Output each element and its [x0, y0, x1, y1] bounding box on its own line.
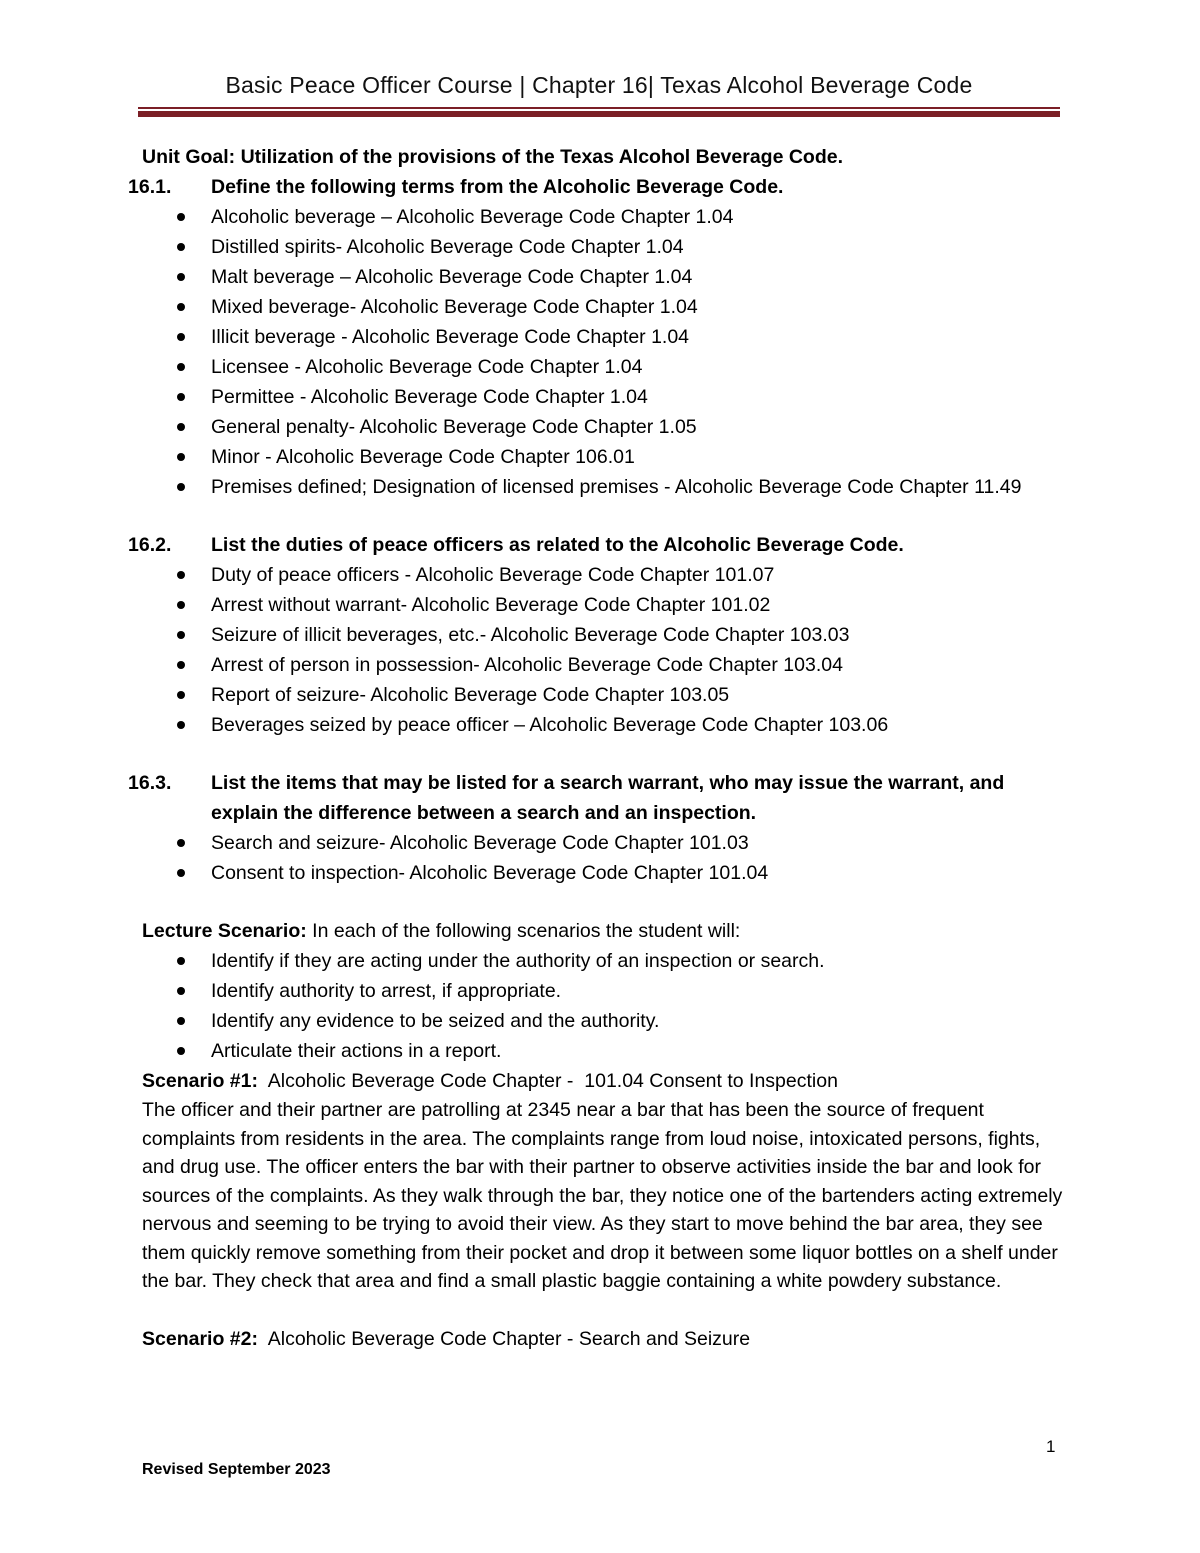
list-item: Premises defined; Designation of licensed premises - Alcoholic Beverage Code Chapter 11.49	[211, 472, 1068, 502]
bullet-icon	[177, 661, 185, 669]
objective-number: 16.1.	[128, 176, 172, 198]
list-item: Alcoholic beverage – Alcoholic Beverage Code Chapter 1.04	[211, 202, 1068, 232]
bullet-icon	[177, 483, 185, 491]
objective-text: Define the following terms from the Alcoholic Beverage Code.	[211, 176, 784, 198]
header-rule-thick	[138, 111, 1060, 117]
list-item: Identify any evidence to be seized and the authority.	[211, 1006, 1068, 1036]
scenario-1-title	[128, 1066, 1068, 1096]
list-item: Seizure of illicit beverages, etc.- Alcoholic Beverage Code Chapter 103.03	[211, 620, 1068, 650]
list-item: Minor - Alcoholic Beverage Code Chapter 106.01	[211, 442, 1068, 472]
bullet-icon	[177, 273, 185, 281]
scenario-label: Scenario #2:	[142, 1327, 258, 1350]
scenario-2-title	[128, 1324, 1068, 1354]
list-item: Report of seizure- Alcoholic Beverage Code Chapter 103.05	[211, 680, 1068, 710]
scenario-label: Scenario #1:	[142, 1070, 258, 1092]
page-header: Basic Peace Officer Course | Chapter 16| Texas Alcohol Beverage Code	[225, 72, 973, 98]
list-item: Arrest without warrant- Alcoholic Beverage Code Chapter 101.02	[211, 590, 1068, 620]
bullet-icon	[177, 987, 185, 995]
objective-number: 16.3.	[128, 772, 172, 794]
bullet-icon	[177, 213, 185, 221]
header-rule-thin	[138, 107, 1060, 109]
page-number: 1	[1046, 1437, 1056, 1456]
objective-16-1	[128, 172, 1068, 202]
unit-goal: Unit Goal: Utilization of the provisions of the Texas Alcohol Beverage Code.	[142, 146, 844, 168]
bullet-icon	[177, 363, 185, 371]
list-item: Permittee - Alcoholic Beverage Code Chapter 1.04	[211, 382, 1068, 412]
bullet-icon	[177, 303, 185, 311]
list-item: Beverages seized by peace officer – Alcoholic Beverage Code Chapter 103.06	[211, 710, 1068, 740]
scenario-heading: Alcoholic Beverage Code Chapter - Search and Seizure	[257, 1327, 751, 1350]
bullet-icon	[177, 601, 185, 609]
list-item: Search and seizure- Alcoholic Beverage Code Chapter 101.03	[211, 828, 1068, 858]
bullet-icon	[177, 423, 185, 431]
bullet-icon	[177, 333, 185, 341]
list-item: Arrest of person in possession- Alcoholic Beverage Code Chapter 103.04	[211, 650, 1068, 680]
footer-revision: Revised September 2023	[142, 1461, 331, 1478]
bullet-icon	[177, 1047, 185, 1055]
list-item: Malt beverage – Alcoholic Beverage Code Chapter 1.04	[211, 262, 1068, 292]
bullet-icon	[177, 721, 185, 729]
scenario-1-text: The officer and their partner are patrolling at 2345 near a bar that has been the source of frequent complaints from residents in the area. The complaints range from loud noise, intoxicated persons, fights, and drug use. The officer enters the bar with their partner to observe activities inside the bar and look for sources of the complaints. As they walk through the bar, they notice one of the bartenders acting extremely nervous and seeming to be trying to avoid their view. As they start to move behind the bar area, they see them quickly remove something from their pocket and drop it between some liquor bottles on a shelf under the bar. They check that area and find a small plastic baggie containing a white powdery substance.	[142, 1099, 1063, 1292]
list-item: Identify authority to arrest, if appropriate.	[211, 976, 1068, 1006]
bullet-icon	[177, 393, 185, 401]
objective-16-2	[128, 530, 1068, 560]
scenario-heading: Alcoholic Beverage Code Chapter - 101.04 Consent to Inspection	[257, 1070, 838, 1092]
list-item: General penalty- Alcoholic Beverage Code Chapter 1.05	[211, 412, 1068, 442]
objective-16-3	[128, 768, 1068, 828]
bullet-icon	[177, 957, 185, 965]
objective-16-3-list	[128, 828, 1068, 888]
lecture-label: Lecture Scenario:	[142, 920, 307, 942]
bullet-icon	[177, 243, 185, 251]
list-item: Illicit beverage - Alcoholic Beverage Code Chapter 1.04	[211, 322, 1068, 352]
bullet-icon	[177, 453, 185, 461]
bullet-icon	[177, 691, 185, 699]
list-item: Consent to inspection- Alcoholic Beverage Code Chapter 101.04	[211, 858, 1068, 888]
lecture-list	[128, 946, 1068, 1066]
list-item: Licensee - Alcoholic Beverage Code Chapter 1.04	[211, 352, 1068, 382]
objective-text: List the items that may be listed for a search warrant, who may issue the warrant, and explain the difference between a search and an inspection.	[211, 772, 1005, 824]
objective-text: List the duties of peace officers as related to the Alcoholic Beverage Code.	[211, 534, 904, 556]
list-item: Mixed beverage- Alcoholic Beverage Code Chapter 1.04	[211, 292, 1068, 322]
objective-number: 16.2.	[128, 534, 172, 556]
list-item: Identify if they are acting under the authority of an inspection or search.	[211, 946, 1068, 976]
objective-16-2-list	[128, 560, 1068, 740]
list-item: Duty of peace officers - Alcoholic Beverage Code Chapter 101.07	[211, 560, 1068, 590]
bullet-icon	[177, 631, 185, 639]
bullet-icon	[177, 571, 185, 579]
objective-16-1-list	[128, 202, 1068, 502]
lecture-scenario	[128, 916, 1068, 946]
bullet-icon	[177, 839, 185, 847]
list-item: Articulate their actions in a report.	[211, 1036, 1068, 1066]
bullet-icon	[177, 869, 185, 877]
document-body	[128, 142, 1068, 1354]
lecture-intro: In each of the following scenarios the student will:	[306, 920, 741, 942]
bullet-icon	[177, 1017, 185, 1025]
list-item: Distilled spirits- Alcoholic Beverage Code Chapter 1.04	[211, 232, 1068, 262]
